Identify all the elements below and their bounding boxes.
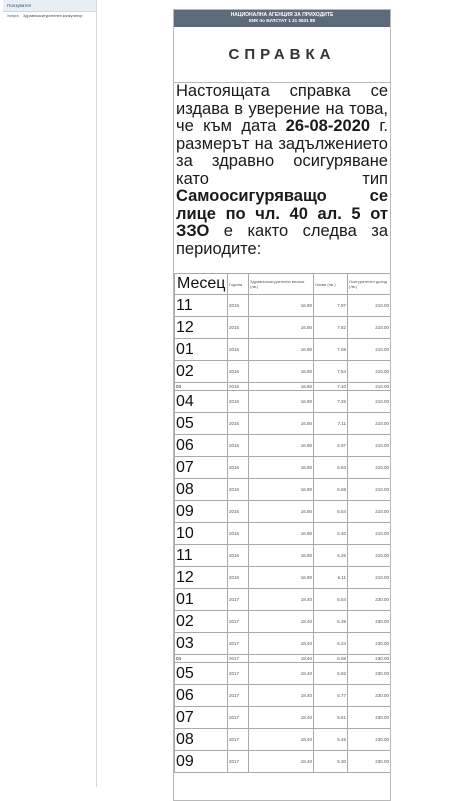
base-cell: 210.00: [348, 479, 391, 501]
table-row: [175, 589, 391, 611]
month-cell: 05: [175, 413, 228, 435]
contribution-cell: 18.40: [249, 751, 314, 773]
month-cell: 08: [175, 729, 228, 751]
year-cell: 2017: [228, 589, 249, 611]
base-cell: 210.00: [348, 339, 391, 361]
base-cell: 230.00: [348, 685, 391, 707]
base-cell: 230.00: [348, 663, 391, 685]
base-cell: 230.00: [348, 751, 391, 773]
year-cell: 2016: [228, 501, 249, 523]
year-cell: 2017: [228, 751, 249, 773]
table-row: [175, 501, 391, 523]
month-cell: 04: [175, 391, 228, 413]
year-cell: 2016: [228, 479, 249, 501]
month-cell: 04: [175, 655, 228, 663]
base-cell: 210.00: [348, 523, 391, 545]
sidebar-item-service[interactable]: [3, 12, 96, 19]
interest-cell: 6.24: [314, 633, 348, 655]
certificate-text: [174, 83, 390, 273]
interest-cell: 5.61: [314, 707, 348, 729]
month-cell: 12: [175, 317, 228, 339]
base-cell: 210.00: [348, 317, 391, 339]
table-row: [175, 655, 391, 663]
header-year: Година: [228, 274, 249, 295]
year-cell: 2016: [228, 523, 249, 545]
table-row: [175, 567, 391, 589]
contribution-cell: 16.80: [249, 361, 314, 383]
table-row: [175, 707, 391, 729]
month-cell: 07: [175, 707, 228, 729]
contribution-cell: 18.40: [249, 707, 314, 729]
insured-type: Самоосигуряващо се лице по чл. 40 ал. 5 от ЗЗО: [176, 187, 388, 240]
interest-cell: 6.11: [314, 567, 348, 589]
interest-cell: 6.97: [314, 435, 348, 457]
contributions-table: [174, 273, 391, 773]
interest-cell: 7.11: [314, 413, 348, 435]
contribution-cell: 18.40: [249, 611, 314, 633]
base-cell: 210.00: [348, 457, 391, 479]
year-cell: 2016: [228, 435, 249, 457]
agency-header: [174, 10, 390, 27]
contribution-cell: 18.40: [249, 663, 314, 685]
base-cell: 230.00: [348, 729, 391, 751]
table-row: [175, 685, 391, 707]
year-cell: 2017: [228, 663, 249, 685]
contribution-cell: 16.80: [249, 501, 314, 523]
base-cell: 210.00: [348, 501, 391, 523]
month-cell: 03: [175, 633, 228, 655]
base-cell: 230.00: [348, 633, 391, 655]
header-month: Месец: [175, 274, 228, 295]
contribution-cell: 18.40: [249, 729, 314, 751]
sidebar-item-value: Здравноосигурителен калкулатор: [23, 14, 83, 18]
table-row: [175, 383, 391, 391]
contribution-cell: 18.40: [249, 589, 314, 611]
year-cell: 2017: [228, 685, 249, 707]
header-contributions: Здравноосигурителни вноски (лв.): [249, 274, 314, 295]
month-cell: 02: [175, 611, 228, 633]
interest-cell: 5.30: [314, 751, 348, 773]
base-cell: 210.00: [348, 391, 391, 413]
table-row: [175, 751, 391, 773]
table-row: [175, 361, 391, 383]
year-cell: 2017: [228, 707, 249, 729]
base-cell: 230.00: [348, 655, 391, 663]
sidebar-title[interactable]: Ползувател: [3, 0, 96, 12]
month-cell: 08: [175, 479, 228, 501]
contribution-cell: 18.40: [249, 655, 314, 663]
table-row: [175, 457, 391, 479]
table-row: [175, 545, 391, 567]
interest-cell: 6.83: [314, 457, 348, 479]
document-title: СПРАВКА: [228, 46, 336, 63]
month-cell: 01: [175, 589, 228, 611]
interest-cell: 7.97: [314, 295, 348, 317]
interest-cell: 6.54: [314, 501, 348, 523]
contribution-cell: 18.40: [249, 633, 314, 655]
base-cell: 210.00: [348, 435, 391, 457]
agency-eik: ЕИК по БУЛСТАТ 1 31 0631 88: [248, 18, 316, 23]
month-cell: 06: [175, 435, 228, 457]
month-cell: 11: [175, 295, 228, 317]
contribution-cell: 16.80: [249, 457, 314, 479]
base-cell: 210.00: [348, 545, 391, 567]
interest-cell: 7.82: [314, 317, 348, 339]
interest-cell: 6.68: [314, 479, 348, 501]
table-row: [175, 317, 391, 339]
base-cell: 230.00: [348, 589, 391, 611]
contribution-cell: 18.40: [249, 685, 314, 707]
table-row: [175, 663, 391, 685]
sidebar-item-label: Услуга: [7, 14, 19, 18]
year-cell: 2017: [228, 729, 249, 751]
table-row: [175, 435, 391, 457]
base-cell: 210.00: [348, 361, 391, 383]
certificate-document: [173, 9, 391, 801]
contribution-cell: 16.80: [249, 545, 314, 567]
month-cell: 09: [175, 751, 228, 773]
base-cell: 230.00: [348, 707, 391, 729]
table-header-row: [175, 274, 391, 295]
base-cell: 210.00: [348, 383, 391, 391]
interest-cell: 5.45: [314, 729, 348, 751]
month-cell: 06: [175, 685, 228, 707]
text-part2: г. размерът на задължението за здравно осигуряване като тип: [176, 117, 388, 188]
month-cell: 07: [175, 457, 228, 479]
interest-cell: 7.54: [314, 361, 348, 383]
interest-cell: 5.92: [314, 663, 348, 685]
contribution-cell: 16.80: [249, 479, 314, 501]
header-interest: Лихви (лв.): [314, 274, 348, 295]
interest-cell: 5.77: [314, 685, 348, 707]
certificate-date: 26-08-2020: [285, 117, 371, 135]
contribution-cell: 16.80: [249, 383, 314, 391]
year-cell: 2015: [228, 317, 249, 339]
year-cell: 2016: [228, 413, 249, 435]
month-cell: 05: [175, 663, 228, 685]
year-cell: 2017: [228, 633, 249, 655]
contribution-cell: 16.80: [249, 391, 314, 413]
base-cell: 210.00: [348, 295, 391, 317]
interest-cell: 6.54: [314, 589, 348, 611]
base-cell: 210.00: [348, 567, 391, 589]
month-cell: 10: [175, 523, 228, 545]
text-part3: е както следва за периодите:: [176, 222, 388, 258]
interest-cell: 6.39: [314, 611, 348, 633]
sidebar: [3, 0, 97, 787]
text-part1: Настоящата справка се издава в уверение на това, че към дата: [176, 82, 388, 135]
interest-cell: 7.40: [314, 383, 348, 391]
contribution-cell: 16.80: [249, 295, 314, 317]
contribution-cell: 16.80: [249, 567, 314, 589]
year-cell: 2016: [228, 339, 249, 361]
year-cell: 2016: [228, 361, 249, 383]
table-row: [175, 339, 391, 361]
table-row: [175, 295, 391, 317]
agency-name: НАЦИОНАЛНА АГЕНЦИЯ ЗА ПРИХОДИТЕ: [230, 12, 334, 18]
interest-cell: 6.26: [314, 545, 348, 567]
table-row: [175, 479, 391, 501]
title-box: [174, 27, 390, 83]
year-cell: 2016: [228, 457, 249, 479]
base-cell: 210.00: [348, 413, 391, 435]
year-cell: 2016: [228, 545, 249, 567]
month-cell: 12: [175, 567, 228, 589]
table-row: [175, 523, 391, 545]
year-cell: 2016: [228, 567, 249, 589]
year-cell: 2016: [228, 391, 249, 413]
contribution-cell: 16.80: [249, 435, 314, 457]
month-cell: 09: [175, 501, 228, 523]
contribution-cell: 16.80: [249, 413, 314, 435]
month-cell: 01: [175, 339, 228, 361]
header-base: Осигурителен доход (лв.): [348, 274, 391, 295]
contribution-cell: 16.80: [249, 317, 314, 339]
table-row: [175, 729, 391, 751]
interest-cell: 7.68: [314, 339, 348, 361]
base-cell: 230.00: [348, 611, 391, 633]
year-cell: 2015: [228, 295, 249, 317]
contribution-cell: 16.80: [249, 523, 314, 545]
month-cell: 11: [175, 545, 228, 567]
month-cell: 02: [175, 361, 228, 383]
year-cell: 2016: [228, 383, 249, 391]
interest-cell: 7.26: [314, 391, 348, 413]
year-cell: 2017: [228, 611, 249, 633]
table-row: [175, 391, 391, 413]
table-row: [175, 633, 391, 655]
month-cell: 03: [175, 383, 228, 391]
year-cell: 2017: [228, 655, 249, 663]
table-row: [175, 413, 391, 435]
table-row: [175, 611, 391, 633]
interest-cell: 6.08: [314, 655, 348, 663]
contribution-cell: 16.80: [249, 339, 314, 361]
interest-cell: 6.40: [314, 523, 348, 545]
